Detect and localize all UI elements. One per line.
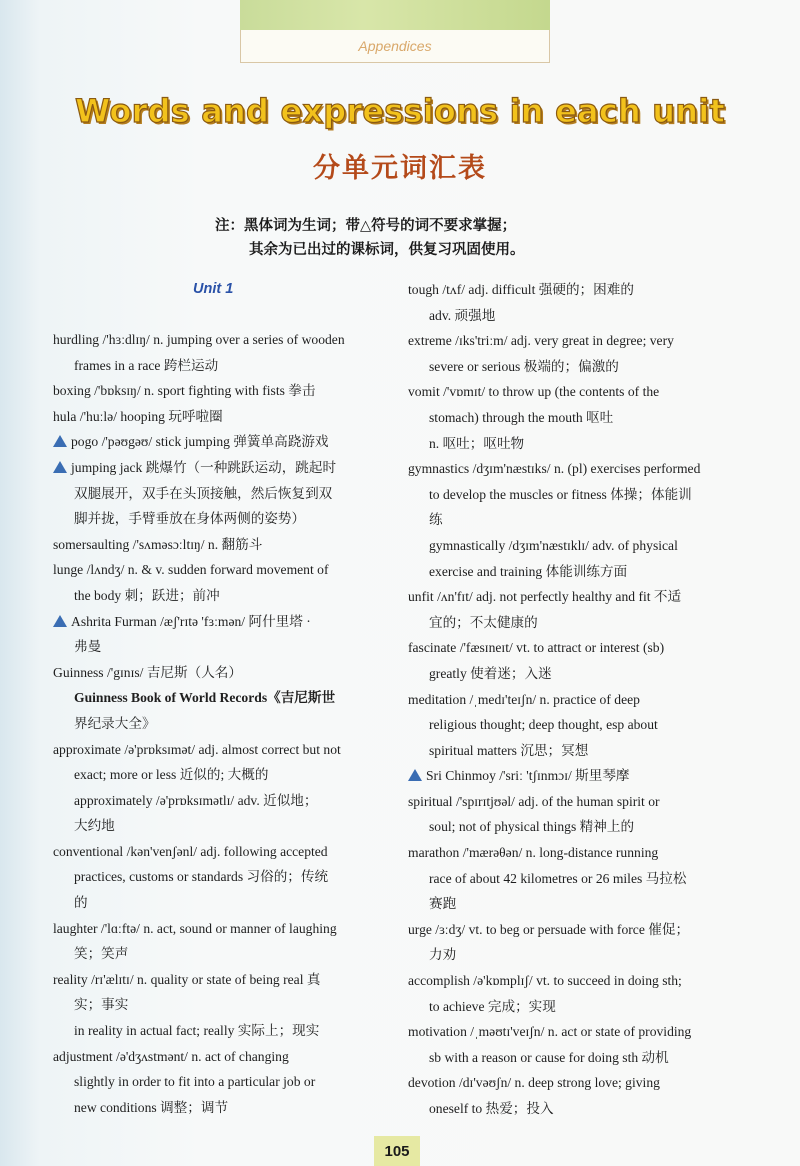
entry-line: 大约地 xyxy=(74,818,115,834)
right-column xyxy=(408,277,746,1122)
optional-triangle-icon xyxy=(408,769,422,781)
page-number-box xyxy=(374,1136,420,1166)
entry-line: adv. 顽强地 xyxy=(429,307,496,323)
entry-approximately: approximately /ə'prɒksɪmətlɪ/ adv. 近似地； xyxy=(74,792,318,808)
optional-triangle-icon xyxy=(53,435,67,447)
entry-guinness-book: Guinness Book of World Records《吉尼斯世 xyxy=(74,690,336,706)
entry-laughter: laughter /'lɑːftə/ n. act, sound or manner of laughing xyxy=(53,920,337,936)
page-title: Words and expressions in each unit xyxy=(75,92,725,130)
entry-marathon: marathon /'mærəθən/ n. long-distance running xyxy=(408,845,659,861)
entry-in-reality: in reality in actual fact; really 实际上；现实 xyxy=(74,1023,320,1039)
entry-line: to develop the muscles or fitness 体操；体能训 xyxy=(429,486,692,502)
entry-line: frames in a race 跨栏运动 xyxy=(74,357,219,373)
entry-line: 宜的；不太健康的 xyxy=(429,614,538,630)
entry-gymnastically: gymnastically /dʒɪm'næstɪklɪ/ adv. of physical xyxy=(429,537,678,553)
entry-line: 的 xyxy=(74,895,88,911)
entry-pogo: pogo /'pəʊgəʊ/ stick jumping 弹簧单高跷游戏 xyxy=(53,429,388,455)
entry-line: 脚并拢，手臂垂放在身体两侧的姿势） xyxy=(74,511,306,527)
entry-approximate: approximate /ə'prɒksɪmət/ adj. almost correct but not xyxy=(53,741,341,757)
entry-conventional: conventional /kən'venʃənl/ adj. following accepted xyxy=(53,843,328,859)
entry-line: exercise and training 体能训练方面 xyxy=(429,563,628,579)
entry-hurdling: hurdling /'hɜːdlɪŋ/ n. jumping over a series of wooden xyxy=(53,332,345,347)
entry-line: spiritual matters 沉思；冥想 xyxy=(429,742,589,758)
optional-triangle-icon xyxy=(53,461,67,473)
entry-line: 笑；笑声 xyxy=(74,946,129,962)
entry-jumping-jack: jumping jack 跳爆竹（一种跳跃运动，跳起时 xyxy=(53,455,388,481)
entry-urge: urge /ɜːdʒ/ vt. to beg or persuade with force 催促； xyxy=(408,921,690,937)
page-title-chinese: 分单元词汇表 xyxy=(313,153,487,184)
entry-sri-chinmoy: Sri Chinmoy /'sriː 'tʃɪnmɔɪ/ 斯里琴摩 xyxy=(408,763,746,789)
entry-line: greatly 使着迷；入迷 xyxy=(429,665,552,681)
entry-reality: reality /rɪ'ælɪtɪ/ n. quality or state of being real 真 xyxy=(53,971,321,987)
entry-extreme: extreme /ɪks'triːm/ adj. very great in degree; very xyxy=(408,333,674,349)
entry-line: 弗曼 xyxy=(74,639,102,655)
entry-line: to achieve 完成；实现 xyxy=(429,998,556,1014)
entry-motivation: motivation /ˌməʊtɪ'veɪʃn/ n. act or state of providing xyxy=(408,1024,692,1040)
entry-line: 界纪录大全》 xyxy=(74,715,156,731)
entry-tough: tough /tʌf/ adj. difficult 强硬的；困难的 xyxy=(408,282,634,297)
entry-adjustment: adjustment /ə'dʒʌstmənt/ n. act of changing xyxy=(53,1048,289,1064)
entry-ashrita-furman: Ashrita Furman /æʃ'rɪtə 'fɜːmən/ 阿什里塔 · xyxy=(53,609,388,635)
appendix-tab xyxy=(240,30,550,63)
entry-line: 赛跑 xyxy=(429,896,457,912)
entry-unfit: unfit /ʌn'fɪt/ adj. not perfectly healthy and fit 不适 xyxy=(408,589,682,605)
page-number: 105 xyxy=(384,1142,410,1160)
appendix-label: Appendices xyxy=(358,38,432,54)
entry-line: exact; more or less 近似的; 大概的 xyxy=(74,767,269,783)
entry-line: stomach) through the mouth 呕吐 xyxy=(429,409,614,425)
entry-guinness: Guinness /'gɪnɪs/ 吉尼斯（人名） xyxy=(53,664,242,680)
entry-line: slightly in order to fit into a particular job or xyxy=(74,1074,316,1090)
entry-hula-hooping: hula /'huːlə/ hooping 玩呼啦圈 xyxy=(53,408,223,424)
entry-accomplish: accomplish /ə'kɒmplɪʃ/ vt. to succeed in doing sth; xyxy=(408,973,682,989)
entry-devotion: devotion /dɪ'vəʊʃn/ n. deep strong love; giving xyxy=(408,1075,660,1091)
optional-triangle-icon xyxy=(53,615,67,627)
usage-note xyxy=(215,214,525,262)
entry-line: 双腿展开，双手在头顶接触，然后恢复到双 xyxy=(74,485,333,501)
entry-line: the body 刺；跃进；前冲 xyxy=(74,587,220,603)
left-column xyxy=(53,277,388,1120)
top-decorative-band xyxy=(240,0,550,30)
entry-gymnastics: gymnastics /dʒɪm'næstɪks/ n. (pl) exercises performed xyxy=(408,461,701,477)
entry-line: practices, customs or standards 习俗的；传统 xyxy=(74,869,329,885)
entry-spiritual: spiritual /'spɪrɪtjʊəl/ adj. of the human spirit or xyxy=(408,793,660,809)
entry-meditation: meditation /ˌmedɪ'teɪʃn/ n. practice of deep xyxy=(408,691,640,707)
entry-line: religious thought; deep thought, esp about xyxy=(429,717,658,733)
entry-line: race of about 42 kilometres or 26 miles 马拉松 xyxy=(429,870,687,886)
entry-somersaulting: somersaulting /'sʌməsɔːltɪŋ/ n. 翻筋斗 xyxy=(53,536,263,552)
entry-line: oneself to 热爱；投入 xyxy=(429,1101,554,1116)
entry-line: sb with a reason or cause for doing sth 动机 xyxy=(429,1049,669,1065)
entry-line: n. 呕吐；呕吐物 xyxy=(429,435,525,451)
entry-boxing: boxing /'bɒksɪŋ/ n. sport fighting with fists 拳击 xyxy=(53,383,316,399)
unit-heading: Unit 1 xyxy=(193,281,234,297)
entry-line: 力劝 xyxy=(429,947,457,963)
entry-line: severe or serious 极端的；偏激的 xyxy=(429,358,619,374)
entry-line: 练 xyxy=(429,512,443,528)
entry-line: soul; not of physical things 精神上的 xyxy=(429,819,635,835)
usage-note-line-2: 其余为已出过的课标词，供复习巩固使用。 xyxy=(249,242,525,258)
entry-vomit: vomit /'vɒmɪt/ to throw up (the contents of the xyxy=(408,384,660,400)
entry-line: new conditions 调整；调节 xyxy=(74,1099,229,1115)
usage-note-line-1: 注：黑体词为生词；带△符号的词不要求掌握； xyxy=(215,218,517,234)
entry-line: 实；事实 xyxy=(74,997,129,1013)
entry-lunge: lunge /lʌndʒ/ n. & v. sudden forward movement of xyxy=(53,562,329,578)
entry-fascinate: fascinate /'fæsɪneɪt/ vt. to attract or interest (sb) xyxy=(408,640,665,656)
